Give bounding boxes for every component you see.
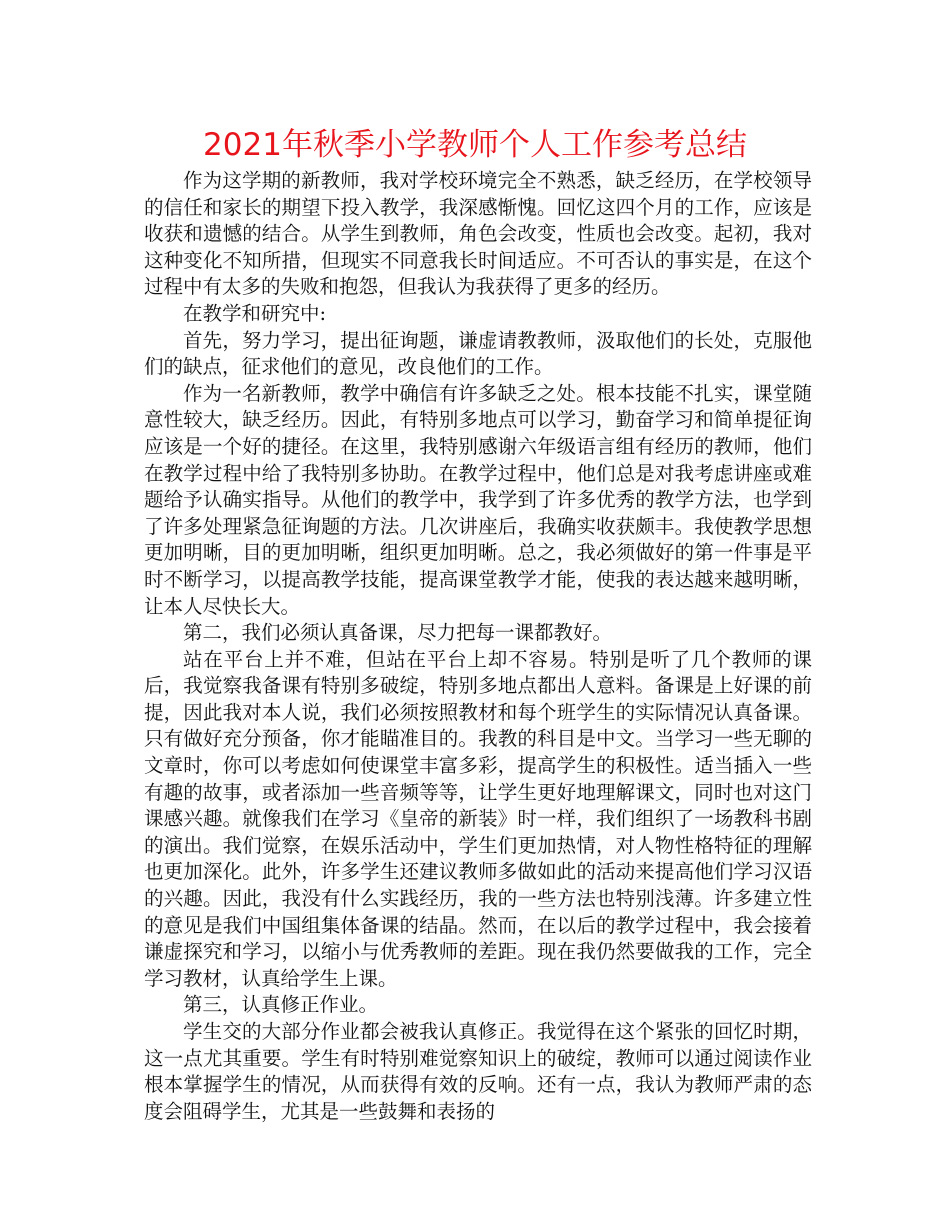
document-title: 2021年秋季小学教师个人工作参考总结 xyxy=(203,127,747,163)
paragraph-third-point: 第三，认真修正作业。 xyxy=(183,993,379,1017)
document-body xyxy=(144,168,812,1125)
paragraph-second-point: 第二，我们必须认真备课，尽力把每一课都教好。 xyxy=(183,621,613,645)
paragraph-new-teacher: 作为一名新教师，教学中确信有许多缺乏之处。根本技能不扎实，课堂随意性较大，缺乏经历。因此，有特别多地点可以学习，勤奋学习和简单提征询应该是一个好的捷径。在这里，我特别感谢六年级语言组有经历的教师，他们在教学过程中给了我特别多协助。在教学过程中，他们总是对我考虑讲座或难题给予认确实指导。从他们的教学中，我学到了许多优秀的教学方法，也学到了许多处理紧急征询题的方法。几次讲座后，我确实收获颇丰。我使教学思想更加明晰，目的更加明晰，组织更加明晰。总之，我必须做好的第一件事是平时不断学习，以提高教学技能，提高课堂教学才能，使我的表达越来越明晰，让本人尽快长大。 xyxy=(144,381,812,618)
paragraph-intro: 作为这学期的新教师，我对学校环境完全不熟悉，缺乏经历，在学校领导的信任和家长的期望下投入教学，我深感惭愧。回忆这四个月的工作，应该是收获和遗憾的结合。从学生到教师，角色会改变，性质也会改变。起初，我对这种变化不知所措，但现实不同意我长时间适应。不可否认的事实是，在这个过程中有太多的失败和抱怨，但我认为我获得了更多的经历。 xyxy=(144,169,812,299)
paragraph-section-heading: 在教学和研究中: xyxy=(183,301,327,325)
paragraph-lesson-prep: 站在平台上并不难，但站在平台上却不容易。特别是听了几个教师的课后，我觉察我备课有特别多破绽，特别多地点都出人意料。备课是上好课的前提，因此我对本人说，我们必须按照教材和每个班学生的实际情况认真备课。只有做好充分预备，你才能瞄准目的。我教的科目是中文。当学习一些无聊的文章时，你可以考虑如何使课堂丰富多彩，提高学生的积极性。适当插入一些有趣的故事，或者添加一些音频等等，让学生更好地理解课文，同时也对这门课感兴趣。就像我们在学习《皇帝的新装》时一样，我们组织了一场教科书剧的演出。我们觉察，在娱乐活动中，学生们更加热情，对人物性格特征的理解也更加深化。此外，许多学生还建议教师多做如此的活动来提高他们学习汉语的兴趣。因此，我没有什么实践经历，我的一些方法也特别浅薄。许多建立性的意见是我们中国组集体备课的结晶。然而，在以后的教学过程中，我会接着谦虚探究和学习，以缩小与优秀教师的差距。现在我仍然要做我的工作，完全学习教材，认真给学生上课。 xyxy=(144,647,812,990)
paragraph-first-point: 首先，努力学习，提出征询题，谦虚请教教师，汲取他们的长处，克服他们的缺点，征求他们的意见，改良他们的工作。 xyxy=(144,328,812,379)
paragraph-homework: 学生交的大部分作业都会被我认真修正。我觉得在这个紧张的回忆时期，这一点尤其重要。学生有时特别难觉察知识上的破绽，教师可以通过阅读作业根本掌握学生的情况，从而获得有效的反响。还有一点，我认为教师严肃的态度会阻碍学生，尤其是一些鼓舞和表扬的 xyxy=(144,1020,812,1123)
